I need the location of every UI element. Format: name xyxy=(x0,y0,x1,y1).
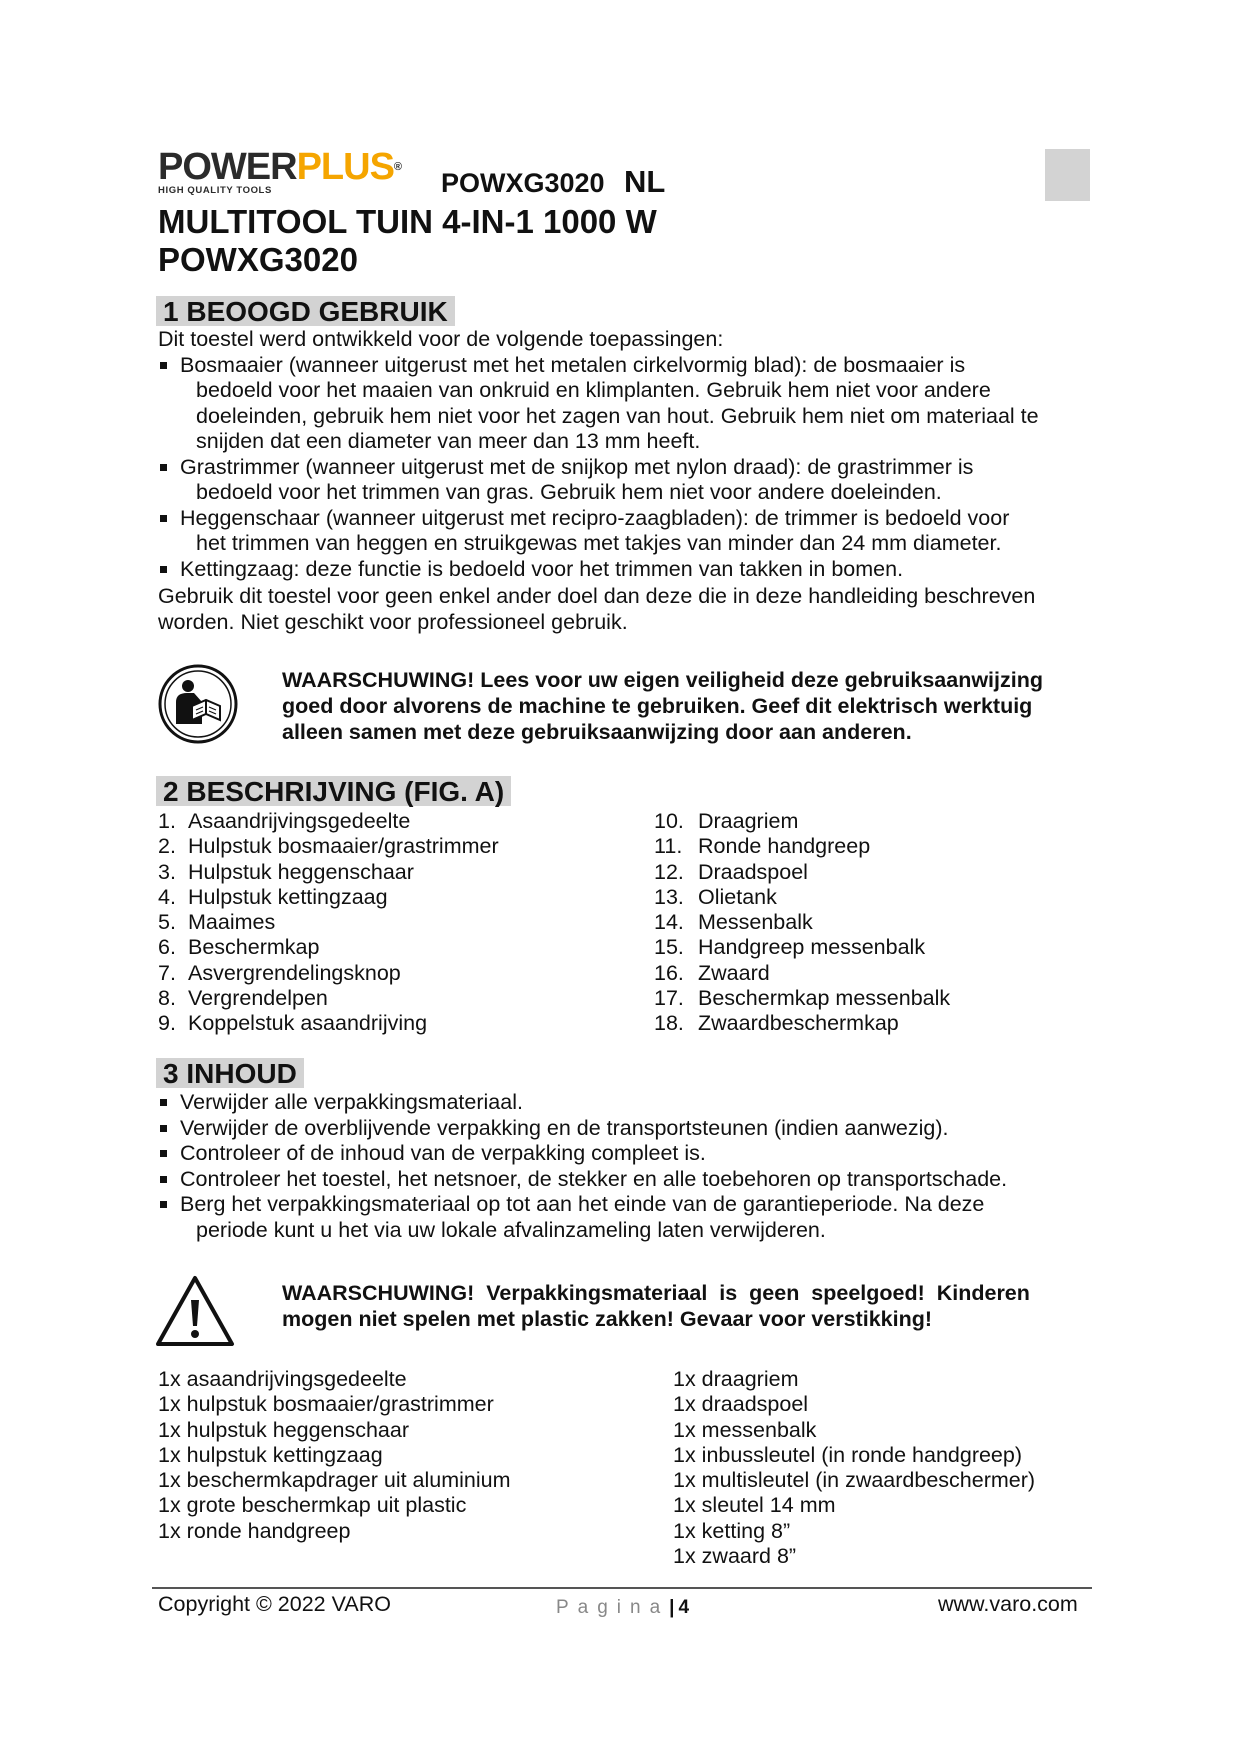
contents-item: 1x asaandrijvingsgedeelte xyxy=(158,1367,407,1391)
contents-item: 1x inbussleutel (in ronde handgreep) xyxy=(673,1442,1023,1467)
part-item xyxy=(654,986,950,1011)
powerplus-logo xyxy=(158,146,423,196)
part-item xyxy=(654,935,950,960)
bullet-text: Bosmaaier (wanneer uitgerust met het metalen cirkelvormig blad): de bosmaaier is xyxy=(180,352,966,377)
part-item xyxy=(158,986,499,1011)
part-number: 13. xyxy=(654,884,684,909)
part-number: 1. xyxy=(158,809,176,833)
bullet-text: Controleer het toestel, het netsnoer, de stekker en alle toebehoren op transportschade. xyxy=(180,1166,1008,1191)
outro-line-2: worden. Niet geschikt voor professioneel gebruik. xyxy=(158,609,628,634)
part-item xyxy=(158,961,499,986)
part-number: 2. xyxy=(158,834,176,859)
bullet-text-continuation: het trimmen van heggen en struikgewas met takjes van minder dan 24 mm diameter. xyxy=(196,531,1002,555)
part-name: Handgreep messenbalk xyxy=(698,935,926,960)
part-name: Hulpstuk heggenschaar xyxy=(188,859,414,884)
warning-read-manual xyxy=(282,667,1043,745)
contents-item: 1x hulpstuk bosmaaier/grastrimmer xyxy=(158,1392,494,1417)
section-1-intro: Dit toestel werd ontwikkeld voor de volgende toepassingen: xyxy=(158,327,724,351)
warning-packaging xyxy=(282,1280,1067,1332)
footer-separator: | xyxy=(669,1597,675,1618)
contents-item: 1x hulpstuk kettingzaag xyxy=(158,1442,383,1467)
part-name: Olietank xyxy=(698,884,777,909)
contents-item: 1x grote beschermkap uit plastic xyxy=(158,1493,467,1518)
bullet-text: Grastrimmer (wanneer uitgerust met de snijkop met nylon draad): de grastrimmer is xyxy=(180,454,974,479)
part-number: 18. xyxy=(654,1011,684,1036)
bullet-item xyxy=(158,1192,1098,1243)
warning-triangle-icon xyxy=(154,1274,236,1348)
bullet-text-continuation: bedoeld voor het maaien van onkruid en klimplanten. Gebruik hem niet voor andere xyxy=(196,378,991,402)
document-title xyxy=(158,203,657,279)
part-name: Zwaardbeschermkap xyxy=(698,1011,899,1036)
part-name: Messenbalk xyxy=(698,910,813,935)
contents-list-left xyxy=(158,1367,511,1544)
bullet-square-icon xyxy=(160,1176,167,1183)
logo-text-plus: PLUS xyxy=(296,146,394,188)
bullet-item xyxy=(158,1141,1098,1167)
part-number: 9. xyxy=(158,1011,176,1036)
warning-2-line-1: WAARSCHUWING! Verpakkingsmateriaal is geen speelgoed! Kinderen xyxy=(282,1281,1030,1305)
contents-item: 1x hulpstuk heggenschaar xyxy=(158,1417,410,1442)
part-name: Draagriem xyxy=(698,809,799,833)
part-number: 7. xyxy=(158,960,176,985)
language-code: NL xyxy=(624,164,666,199)
bullet-square-icon xyxy=(160,362,167,369)
warning-1-line-3: alleen samen met deze gebruiksaanwijzing door aan anderen. xyxy=(282,720,912,744)
part-item xyxy=(654,910,950,935)
part-name: Ronde handgreep xyxy=(698,834,871,859)
footer-website: www.varo.com xyxy=(938,1592,1078,1616)
part-number: 8. xyxy=(158,986,176,1011)
bullet-square-icon xyxy=(160,1201,167,1208)
bullet-text-continuation: doeleinden, gebruik hem niet voor het zagen van hout. Gebruik hem niet om materiaal te xyxy=(196,403,1039,428)
bullet-square-icon xyxy=(160,1150,167,1157)
title-line-2: POWXG3020 xyxy=(158,241,358,278)
contents-item: 1x draadspoel xyxy=(673,1392,809,1417)
outro-line-1: Gebruik dit toestel voor geen enkel ander doel dan deze die in deze handleiding beschreven xyxy=(158,584,1036,608)
part-number: 10. xyxy=(654,809,684,833)
part-number: 12. xyxy=(654,859,684,884)
bullet-item xyxy=(158,353,1098,455)
bullet-item xyxy=(158,506,1098,557)
part-number: 6. xyxy=(158,935,176,960)
contents-item: 1x messenbalk xyxy=(673,1417,817,1442)
part-item xyxy=(158,809,499,834)
part-number: 15. xyxy=(654,935,684,960)
part-item xyxy=(158,834,499,859)
part-item xyxy=(654,961,950,986)
part-name: Zwaard xyxy=(698,960,770,985)
part-number: 3. xyxy=(158,859,176,884)
bullet-square-icon xyxy=(160,464,167,471)
bullet-text: Verwijder alle verpakkingsmateriaal. xyxy=(180,1090,523,1114)
part-name: Beschermkap xyxy=(188,935,320,960)
footer-page xyxy=(556,1594,689,1619)
bullet-text-continuation: snijden dat een diameter van meer dan 13 mm heeft. xyxy=(196,429,701,453)
section-1-body xyxy=(158,327,1098,635)
part-name: Hulpstuk kettingzaag xyxy=(188,884,388,909)
bullet-item xyxy=(158,1090,1098,1116)
part-number: 4. xyxy=(158,884,176,909)
part-item xyxy=(158,1011,499,1036)
contents-item: 1x multisleutel (in zwaardbeschermer) xyxy=(673,1468,1036,1493)
part-name: Koppelstuk asaandrijving xyxy=(188,1011,428,1036)
bullet-square-icon xyxy=(160,1125,167,1132)
part-name: Draadspoel xyxy=(698,859,808,884)
bullet-item xyxy=(158,557,1098,583)
bullet-text: Controleer of de inhoud van de verpakking compleet is. xyxy=(180,1141,706,1165)
part-number: 14. xyxy=(654,910,684,935)
contents-item: 1x draagriem xyxy=(673,1367,799,1391)
part-item xyxy=(654,809,950,834)
contents-item: 1x ketting 8” xyxy=(673,1518,791,1543)
warning-1-line-2: goed door alvorens de machine te gebruiken. Geef dit elektrisch werktuig xyxy=(282,694,1033,718)
contents-item: 1x ronde handgreep xyxy=(158,1518,351,1543)
part-item xyxy=(654,834,950,859)
part-name: Asvergrendelingsknop xyxy=(188,960,401,985)
parts-list-right xyxy=(654,809,950,1037)
part-item xyxy=(654,860,950,885)
warning-2-line-2: mogen niet spelen met plastic zakken! Gevaar voor verstikking! xyxy=(282,1307,933,1331)
part-name: Vergrendelpen xyxy=(188,986,328,1011)
bullet-item xyxy=(158,455,1098,506)
part-item xyxy=(654,1011,950,1036)
contents-item: 1x zwaard 8” xyxy=(673,1544,797,1569)
bullet-item xyxy=(158,1116,1098,1142)
parts-list-left xyxy=(158,809,499,1037)
model-code: POWXG3020 xyxy=(441,168,605,198)
bullet-text-continuation: bedoeld voor het trimmen van gras. Gebruik hem niet voor andere doeleinden. xyxy=(196,480,942,504)
section-3-heading: 3 INHOUD xyxy=(156,1058,304,1088)
section-1-bullet-list xyxy=(158,353,1098,583)
part-number: 5. xyxy=(158,910,176,935)
part-number: 11. xyxy=(654,834,683,859)
bullet-text: Berg het verpakkingsmateriaal op tot aan het einde van de garantieperiode. Na deze xyxy=(180,1192,985,1216)
part-item xyxy=(158,885,499,910)
section-2-heading: 2 BESCHRIJVING (FIG. A) xyxy=(156,776,511,806)
section-1-heading: 1 BEOOGD GEBRUIK xyxy=(156,296,455,326)
read-manual-icon xyxy=(156,662,240,746)
part-name: Maaimes xyxy=(188,910,276,935)
part-number: 17. xyxy=(654,986,684,1011)
bullet-square-icon xyxy=(160,1099,167,1106)
part-name: Hulpstuk bosmaaier/grastrimmer xyxy=(188,834,499,859)
section-3-body xyxy=(158,1090,1098,1243)
bullet-square-icon xyxy=(160,515,167,522)
footer-copyright: Copyright © 2022 VARO xyxy=(158,1592,391,1616)
title-line-1: MULTITOOL TUIN 4-IN-1 1000 W xyxy=(158,203,657,240)
bullet-square-icon xyxy=(160,566,167,573)
footer-divider xyxy=(152,1587,1092,1589)
contents-item: 1x sleutel 14 mm xyxy=(673,1493,836,1518)
bullet-text: Verwijder de overblijvende verpakking en de transportsteunen (indien aanwezig). xyxy=(180,1115,949,1140)
section-1-outro xyxy=(158,584,1098,635)
footer-page-number: 4 xyxy=(678,1597,690,1618)
bullet-text: Kettingzaag: deze functie is bedoeld voor het trimmen van takken in bomen. xyxy=(180,556,904,581)
part-name: Beschermkap messenbalk xyxy=(698,986,951,1011)
part-item xyxy=(158,910,499,935)
section-3-bullet-list xyxy=(158,1090,1098,1243)
part-name: Asaandrijvingsgedeelte xyxy=(188,809,411,833)
part-item xyxy=(654,885,950,910)
bullet-item xyxy=(158,1167,1098,1193)
bullet-text: Heggenschaar (wanneer uitgerust met recipro-zaagbladen): de trimmer is bedoeld voor xyxy=(180,505,1010,530)
language-tab-marker xyxy=(1045,149,1090,201)
warning-1-line-1: WAARSCHUWING! Lees voor uw eigen veiligheid deze gebruiksaanwijzing xyxy=(282,668,1043,692)
logo-tagline: HIGH QUALITY TOOLS xyxy=(158,185,272,196)
footer-pagina-label: Pagina xyxy=(556,1597,670,1618)
bullet-text-continuation: periode kunt u het via uw lokale afvalinzameling laten verwijderen. xyxy=(196,1217,826,1242)
logo-text-power: POWER xyxy=(158,146,297,188)
part-item xyxy=(158,935,499,960)
contents-item: 1x beschermkapdrager uit aluminium xyxy=(158,1468,511,1493)
part-number: 16. xyxy=(654,960,684,985)
part-item xyxy=(158,860,499,885)
contents-list-right xyxy=(673,1367,1035,1569)
registered-mark: ® xyxy=(393,161,402,173)
